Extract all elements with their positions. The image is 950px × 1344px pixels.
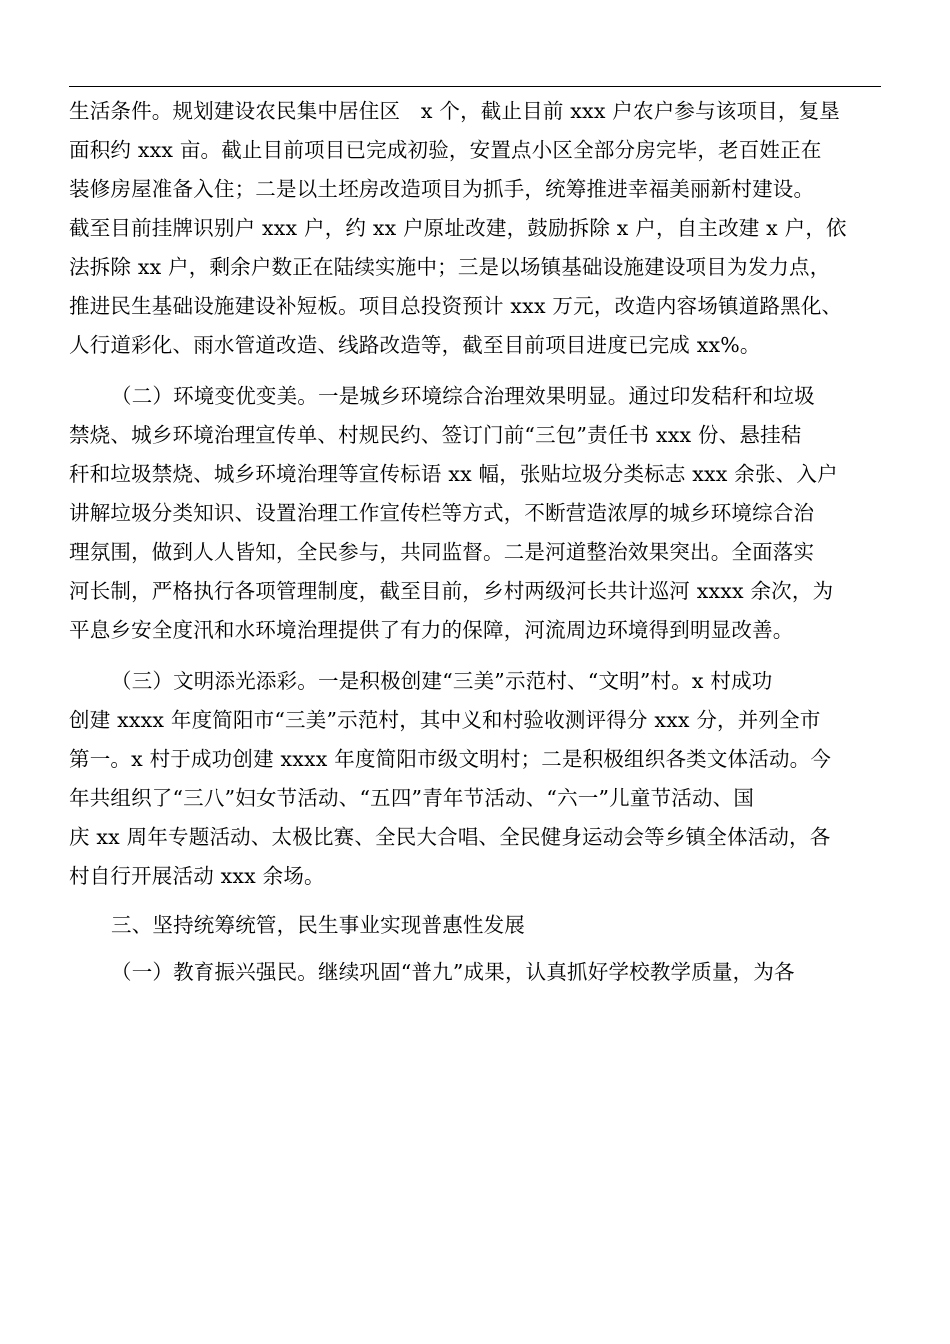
text-line: 截至目前挂牌识别户 xxx 户，约 xx 户原址改建，鼓励拆除 x 户，自主改建 x 户，依	[69, 216, 847, 240]
paragraph-civilization	[69, 662, 885, 896]
paragraph-living-conditions	[69, 92, 885, 365]
section-heading	[69, 906, 885, 945]
text-line: 人行道彩化、雨水管道改造、线路改造等，截至目前项目进度已完成 xx%。	[69, 333, 761, 357]
header-rule	[69, 86, 881, 87]
text-line: 创建 xxxx 年度简阳市“三美”示范村，其中义和村验收测评得分 xxx 分，并列全市	[69, 708, 821, 732]
text-line: 河长制，严格执行各项管理制度，截至目前，乡村两级河长共计巡河 xxxx 余次，为	[69, 579, 834, 603]
text-line: 村自行开展活动 xxx 余场。	[69, 864, 325, 888]
text-line: 装修房屋准备入住；二是以土坯房改造项目为抓手，统筹推进幸福美丽新村建设。	[69, 177, 815, 201]
text-line: 面积约 xxx 亩。截止目前项目已完成初验，安置点小区全部分房完毕，老百姓正在	[69, 138, 822, 162]
document-body	[69, 92, 885, 992]
text-line: 第一。x 村于成功创建 xxxx 年度简阳市级文明村；二是积极组织各类文体活动。今	[69, 747, 832, 771]
text-line: 年共组织了“三八”妇女节活动、“五四”青年节活动、“六一”儿童节活动、国	[69, 786, 755, 810]
text-line: 生活条件。规划建设农民集中居住区 x 个，截止目前 xxx 户农户参与该项目，复垦	[69, 99, 840, 123]
text-line: 庆 xx 周年专题活动、太极比赛、全民大合唱、全民健身运动会等乡镇全体活动，各	[69, 825, 831, 849]
heading-line: 三、坚持统筹统管，民生事业实现普惠性发展	[111, 913, 525, 937]
text-line: 法拆除 xx 户，剩余户数正在陆续实施中；三是以场镇基础设施建设项目为发力点，	[69, 255, 831, 279]
text-line: （二）环境变优变美。一是城乡环境综合治理效果明显。通过印发秸秆和垃圾	[111, 384, 815, 408]
text-line: 禁烧、城乡环境治理宣传单、村规民约、签订门前“三包”责任书 xxx 份、悬挂秸	[69, 423, 802, 447]
text-line: （三）文明添光添彩。一是积极创建“三美”示范村、“文明”村。x 村成功	[111, 669, 773, 693]
paragraph-education	[69, 953, 885, 992]
text-line: 推进民生基础设施建设补短板。项目总投资预计 xxx 万元，改造内容场镇道路黑化、	[69, 294, 843, 318]
text-line: （一）教育振兴强民。继续巩固“普九”成果，认真抓好学校教学质量，为各	[111, 960, 795, 984]
text-line: 平息乡安全度汛和水环境治理提供了有力的保障，河流周边环境得到明显改善。	[69, 618, 794, 642]
paragraph-environment	[69, 377, 885, 650]
text-line: 讲解垃圾分类知识、设置治理工作宣传栏等方式，不断营造浓厚的城乡环境综合治	[69, 501, 815, 525]
text-line: 理氛围，做到人人皆知，全民参与，共同监督。二是河道整治效果突出。全面落实	[69, 540, 815, 564]
text-line: 秆和垃圾禁烧、城乡环境治理等宣传标语 xx 幅，张贴垃圾分类标志 xxx 余张、入户	[69, 462, 838, 486]
